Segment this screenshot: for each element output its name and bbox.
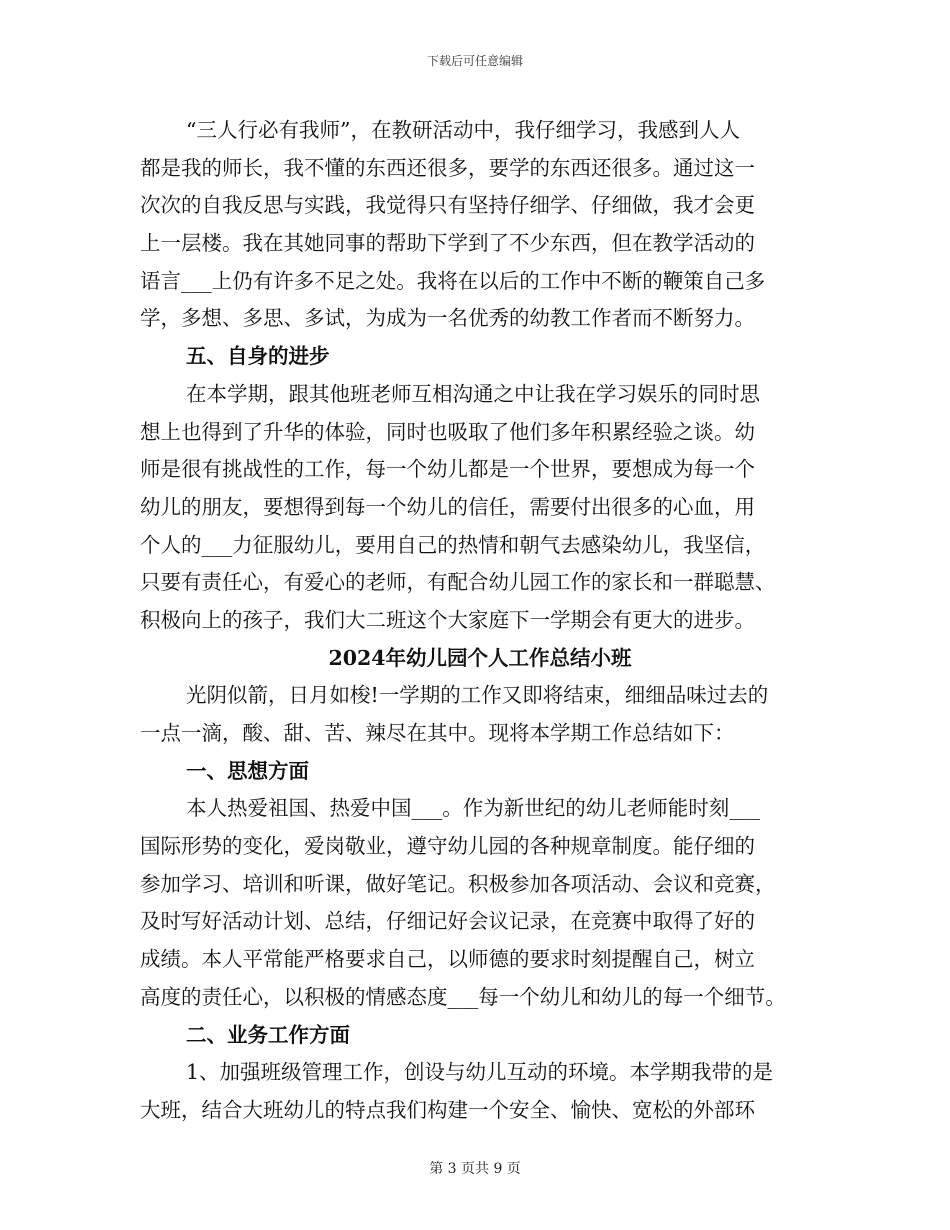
- paragraph-line: 次次的自我反思与实践，我觉得只有坚持仔细学、仔细做，我才会更: [140, 193, 755, 218]
- paragraph-line: 师是很有挑战性的工作，每一个幼儿都是一个世界，要想成为每一个: [140, 457, 755, 482]
- paragraph-line: 及时写好活动计划、总结，仔细记好会议记录，在竞赛中取得了好的: [140, 909, 755, 934]
- section-heading: 二、业务工作方面: [186, 1022, 350, 1047]
- paragraph-line: 上一层楼。我在其她同事的帮助下学到了不少东西，但在教学活动的: [140, 231, 755, 256]
- paragraph-line: 本人热爱祖国、热爱中国___。作为新世纪的幼儿老师能时刻___: [186, 796, 760, 821]
- paragraph-line: 光阴似箭，日月如梭!一学期的工作又即将结束，细细品味过去的: [186, 683, 769, 708]
- paragraph-line: 语言___上仍有许多不足之处。我将在以后的工作中不断的鞭策自己多: [140, 268, 766, 293]
- paragraph-line: 成绩。本人平常能严格要求自己，以师德的要求时刻提醒自己，树立: [140, 947, 755, 972]
- paragraph-line: 都是我的师长，我不懂的东西还很多，要学的东西还很多。通过这一: [140, 155, 755, 180]
- document-title: 2024年幼儿园个人工作总结小班: [328, 645, 632, 670]
- paragraph-line: “三人行必有我师”，在教研活动中，我仔细学习，我感到人人: [186, 118, 740, 142]
- paragraph-line: 个人的___力征服幼儿，要用自己的热情和朝气去感染幼儿，我坚信，: [140, 532, 766, 557]
- section-heading: 一、思想方面: [186, 758, 309, 783]
- paragraph-line: 想上也得到了升华的体验，同时也吸取了他们多年积累经验之谈。幼: [140, 419, 755, 444]
- paragraph-line: 学，多想、多思、多试，为成为一名优秀的幼教工作者而不断努力。: [140, 306, 755, 331]
- paragraph-line: 参加学习、培训和听课，做好笔记。积极参加各项活动、会议和竞赛，: [140, 871, 776, 896]
- paragraph-line: 高度的责任心，以积极的情感态度___每一个幼儿和幼儿的每一个细节。: [140, 984, 786, 1009]
- paragraph-line: 大班，结合大班幼儿的特点我们构建一个安全、愉快、宽松的外部环: [140, 1097, 755, 1122]
- section-heading: 五、自身的进步: [186, 344, 330, 369]
- paragraph-line: 只要有责任心，有爱心的老师，有配合幼儿园工作的家长和一群聪慧、: [140, 570, 776, 595]
- header-note: 下载后可任意编辑: [426, 54, 523, 68]
- paragraph-line: 国际形势的变化，爱岗敬业，遵守幼儿园的各种规章制度。能仔细的: [140, 834, 755, 859]
- paragraph-line: 在本学期，跟其他班老师互相沟通之中让我在学习娱乐的同时思: [186, 381, 760, 406]
- paragraph-line: 1、加强班级管理工作，创设与幼儿互动的环境。本学期我带的是: [186, 1060, 774, 1085]
- document-body: [140, 112, 820, 1130]
- paragraph-line: 一点一滴，酸、甜、苦、辣尽在其中。现将本学期工作总结如下：: [140, 721, 735, 745]
- paragraph-line: 幼儿的朋友，要想得到每一个幼儿的信任，需要付出很多的心血，用: [140, 494, 755, 519]
- paragraph-line: 积极向上的孩子，我们大二班这个大家庭下一学期会有更大的进步。: [140, 607, 755, 632]
- page-number: 第 3 页共 9 页: [429, 1161, 521, 1177]
